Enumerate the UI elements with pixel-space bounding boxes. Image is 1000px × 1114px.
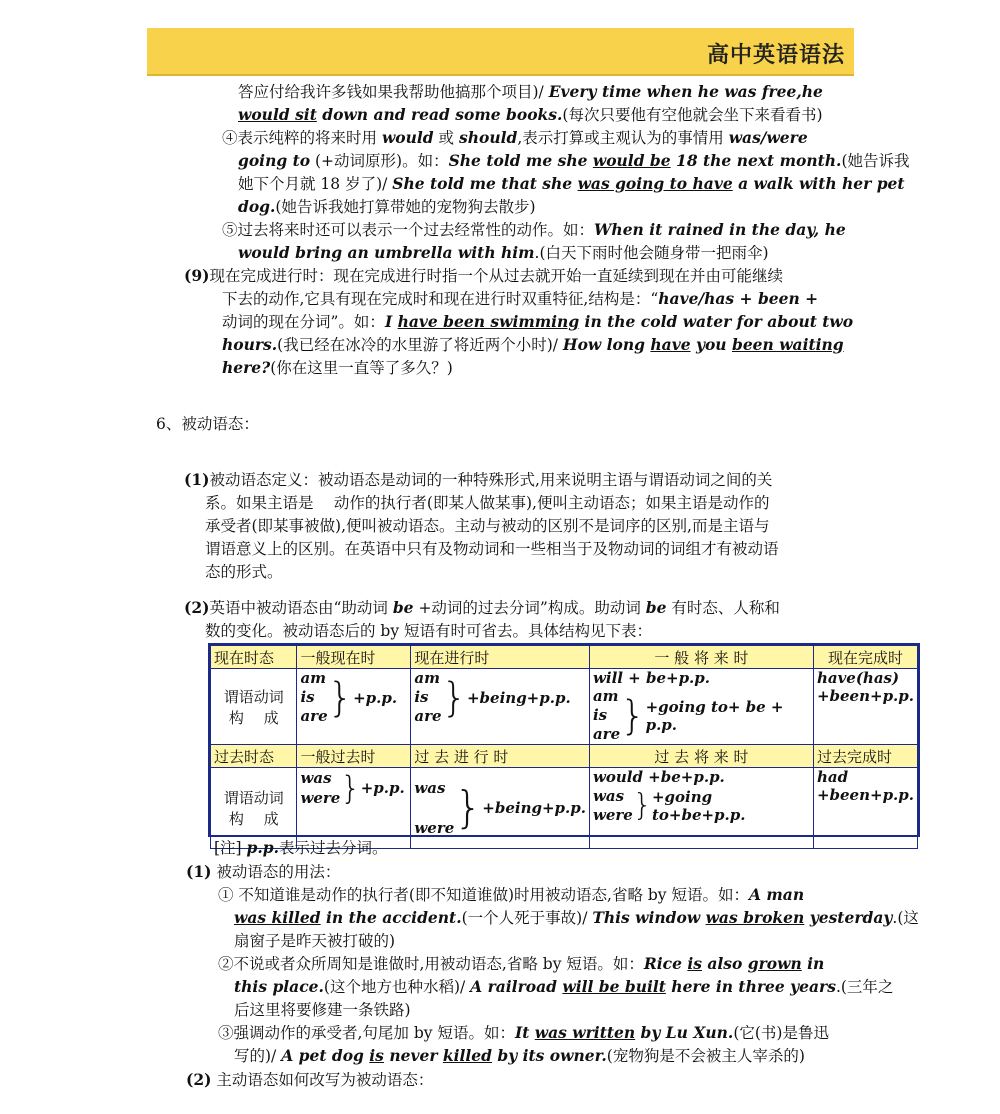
text-line: would bring an umbrella with him.(白天下雨时他会随身带一把雨伞) — [238, 243, 769, 262]
table-cell — [211, 768, 297, 849]
table-row — [211, 646, 918, 669]
perfect-top: have(has) — [816, 669, 900, 687]
table-cell: 过 去 进 行 时 — [411, 745, 590, 768]
suffix: +being+p.p. — [482, 799, 586, 817]
text-line: 动词的现在分词”。如：I have been swimming in the cold water for about two — [222, 312, 854, 331]
brace-icon: } — [327, 674, 354, 721]
verb: were — [300, 789, 341, 807]
verb: is — [592, 706, 608, 724]
text-line: ① 不知道谁是动作的执行者(即不知道谁做)时用被动语态,省略 by 短语。如：A man — [218, 885, 805, 904]
text-line: 她下个月就 18 岁了)/ She told me that she was going to have a walk with her pet — [238, 174, 905, 193]
verb: were — [592, 806, 633, 824]
row-label: 谓语动词 — [223, 687, 284, 706]
verb: am — [592, 687, 619, 705]
brace-icon: } — [441, 674, 467, 721]
brace-icon: } — [632, 788, 652, 823]
verb: am — [414, 669, 440, 687]
table-cell: 一般过去时 — [297, 745, 411, 768]
table-cell — [813, 768, 917, 849]
table-cell: 过去完成时 — [813, 745, 917, 768]
brace-icon: } — [454, 782, 483, 833]
section-heading: 6、被动语态： — [156, 415, 259, 433]
text-line: (2)英语中被动语态由“助动词 be +动词的过去分词”构成。助动词 be 有时态、人称和 — [184, 598, 780, 617]
perfect-bottom: +been+p.p. — [816, 687, 914, 705]
table-cell — [589, 768, 813, 849]
table-cell: 一般现在时 — [297, 646, 411, 669]
table-cell — [297, 768, 411, 849]
text-line: (1)被动语态定义：被动语态是动词的一种特殊形式,用来说明主语与谓语动词之间的关 — [184, 470, 773, 489]
table-cell — [589, 669, 813, 745]
text-line: going to (+动词原形)。如：She told me she would be 18 the next month.(她告诉我 — [238, 151, 910, 170]
perfect-top: had +been+p.p. — [816, 768, 914, 804]
table-cell: 现在时态 — [211, 646, 297, 669]
suffix: +p.p. — [353, 688, 398, 707]
suffix: +going to+be+p.p. — [651, 788, 746, 824]
text-line: was killed in the accident.(一个人死于事故)/ This window was broken yesterday.(这 — [234, 908, 919, 927]
table-cell: 现在进行时 — [411, 646, 590, 669]
table-row — [211, 745, 918, 768]
table-row — [211, 669, 918, 745]
table-cell — [411, 768, 590, 849]
text-line: ④表示纯粹的将来时用 would 或 should,表示打算或主观认为的事情用 was/were — [222, 128, 808, 147]
verb: was — [414, 779, 446, 797]
table-cell — [813, 669, 917, 745]
text-line: ⑤过去将来时还可以表示一个过去经常性的动作。如：When it rained in the day, he — [222, 220, 846, 239]
page-title: 高中英语语法 — [706, 43, 845, 68]
verb: are — [300, 707, 328, 725]
text-line: 扇窗子是昨天被打破的) — [234, 932, 396, 950]
verb: am — [300, 669, 327, 687]
table-row — [211, 768, 918, 849]
text-line: dog.(她告诉我她打算带她的宠物狗去散步) — [238, 197, 536, 216]
text-line: here?(你在这里一直等了多久？) — [222, 358, 453, 377]
verb: were — [414, 819, 455, 837]
text-line: (1) 被动语态的用法： — [186, 862, 341, 881]
table-cell: 过 去 将 来 时 — [589, 745, 813, 768]
verb: is — [414, 688, 429, 706]
text-line: 后这里将要修建一条铁路) — [234, 1001, 411, 1019]
text-line: 系。如果主语是 动作的执行者(即某人做某事),便叫主动语态；如果主语是动作的 — [205, 494, 770, 512]
text-line: (9)现在完成进行时：现在完成进行时指一个从过去就开始一直延续到现在并由可能继续 — [184, 266, 783, 285]
text-line: 答应付给我许多钱如果我帮助他搞那个项目)/ Every time when he was free,he — [238, 82, 823, 101]
brace-icon: } — [620, 692, 646, 739]
text-line: 数的变化。被动语态后的 by 短语有时可省去。具体结构见下表： — [205, 622, 653, 640]
verb: are — [592, 725, 621, 743]
text-line: 谓语意义上的区别。在英语中只有及物动词和一些相当于及物动词的词组才有被动语 — [205, 540, 779, 558]
row-label: 谓语动词 — [223, 789, 284, 807]
text-line: this place.(这个地方也种水稻)/ A railroad will be built here in three years.(三年之 — [234, 977, 894, 996]
passive-voice-table — [208, 643, 920, 837]
verb: was — [592, 787, 625, 805]
future-top: would +be+p.p. — [592, 768, 725, 786]
row-label: 构 成 — [228, 708, 279, 727]
text-line: ②不说或者众所周知是谁做时,用被动语态,省略 by 短语。如：Rice is also grown in — [218, 954, 825, 973]
future-top: will + be+p.p. — [592, 669, 710, 687]
table-cell: 过去时态 — [211, 745, 297, 768]
row-label: 构 成 — [228, 810, 279, 828]
suffix: +being+p.p. — [466, 688, 571, 707]
text-line: 承受者(即某事被做),便叫被动语态。主动与被动的区别不是词序的区别,而是主语与 — [205, 517, 770, 535]
brace-icon: } — [340, 769, 361, 807]
table-cell — [211, 669, 297, 745]
text-line: 写的)/ A pet dog is never killed by its owner.(宠物狗是不会被主人宰杀的) — [234, 1046, 805, 1065]
text-line: (2) 主动语态如何改写为被动语态： — [186, 1070, 434, 1089]
table-cell: 现在完成时 — [813, 646, 917, 669]
suffix: +going to+ be + p.p. — [645, 697, 784, 734]
header-rule — [147, 74, 854, 76]
verb: was — [300, 769, 332, 787]
verb: are — [414, 707, 442, 725]
table-cell — [411, 669, 590, 745]
verb: is — [300, 688, 315, 706]
text-line: 态的形式。 — [205, 563, 283, 581]
table-cell: 一 般 将 来 时 — [589, 646, 813, 669]
text-line: [注] p.p.表示过去分词。 — [214, 838, 388, 857]
table-cell — [297, 669, 411, 745]
text-line: 下去的动作,它具有现在完成时和现在进行时双重特征,结构是：“have/has + been + — [222, 289, 819, 308]
suffix: +p.p. — [360, 779, 405, 797]
text-line: would sit down and read some books.(每次只要他有空他就会坐下来看看书) — [238, 105, 823, 124]
text-line: ③强调动作的承受者,句尾加 by 短语。如：It was written by Lu Xun.(它(书)是鲁迅 — [218, 1023, 829, 1042]
text-line: hours.(我已经在冰冷的水里游了将近两个小时)/ How long have you been waiting — [222, 335, 844, 354]
